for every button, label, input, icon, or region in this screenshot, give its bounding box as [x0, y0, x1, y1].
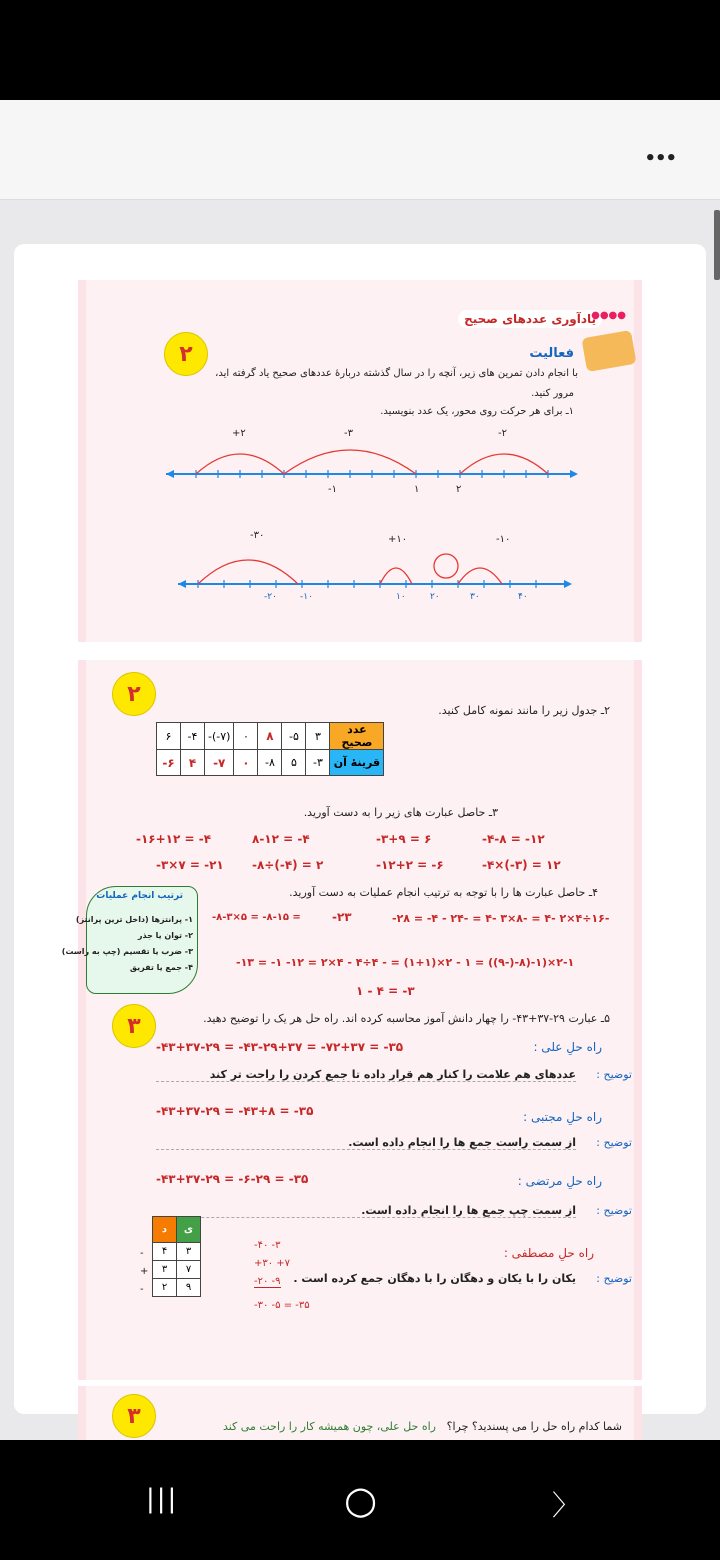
axis-arrow-right: [570, 470, 578, 478]
box-item: ۲- توان یا جذر: [137, 931, 193, 940]
work-line: -۱۳ = -۱ -۱۲ = ۲×۴ - ۴÷۴ - = (۱+۱)×۲ - ۱ = ((۹-)-۸)-۱)×۲-۱: [236, 956, 575, 969]
arc-3: [458, 568, 502, 584]
table-cell: ۹: [177, 1279, 201, 1297]
question-5: ۵ـ عبارت ۲۹-۳۷+۴۳- را چهار دانش آموز محاسبه کرده اند. راه حل هر یک را توضیح دهید.: [203, 1012, 610, 1025]
column-work: +۳۰ +۷: [254, 1258, 291, 1269]
page-number-badge: ۳: [112, 1004, 156, 1048]
axis-arrow-left: [166, 470, 174, 478]
answer-text: راه حل علی، چون همیشه کار را راحت می کند: [222, 1420, 436, 1433]
table-cell: ۳: [153, 1261, 177, 1279]
arc-label: -۳۰: [250, 530, 265, 541]
table-cell: -(-۷): [205, 723, 234, 750]
explanation-text: یکان را با یکان و دهگان را با دهگان جمع کرده است .: [293, 1272, 576, 1285]
column-work: -۴۰ -۳: [254, 1240, 281, 1251]
solution-math: -۴۳+۳۷-۲۹ = -۴۳-۲۹+۳۷ = -۷۲+۳۷ = -۳۵: [156, 1040, 404, 1054]
sign: +: [140, 1266, 149, 1277]
table-cell: -۵: [282, 723, 306, 750]
expression: -۳×۷ = -۲۱: [156, 858, 224, 872]
column-work: -۳۰ -۵ = -۳۵: [254, 1300, 310, 1311]
page-3: [78, 1386, 642, 1446]
table-cell: -۳: [306, 750, 330, 776]
tick-label: ۱: [414, 484, 420, 495]
box-item: ۱- پرانتزها (داخل ترین پرانتز): [75, 915, 193, 924]
explanation-label: توضیح :: [596, 1272, 632, 1285]
place-value-table: [152, 1216, 201, 1297]
tick-label: -۱: [328, 484, 337, 495]
question-2: ۲ـ جدول زیر را مانند نمونه کامل کنید.: [438, 704, 610, 717]
work-line: -۸-۳×۵ = -۸-۱۵ =: [212, 912, 301, 923]
table-cell: ۶: [157, 723, 181, 750]
explanation-text: عددهای هم علامت را کنار هم قرار داده تا جمع کردن را راحت تر کند: [156, 1068, 576, 1082]
table-cell: ۳: [306, 723, 330, 750]
page-number-badge: ۲: [164, 332, 208, 376]
table-cell: ۰: [234, 750, 258, 776]
work-answer: -۲۳: [332, 910, 352, 924]
page-number-badge: ۳: [112, 1394, 156, 1438]
more-options-icon[interactable]: •••: [644, 148, 676, 169]
arc-2: [380, 568, 412, 584]
table-cell: ۴: [153, 1243, 177, 1261]
tick-label: ۴۰: [518, 592, 528, 602]
explanation-text: از سمت راست جمع ها را انجام داده است.: [156, 1136, 576, 1150]
activity-label: فعالیت: [529, 346, 574, 361]
axis-arrow-left: [178, 580, 186, 588]
table-header: د: [153, 1217, 177, 1243]
arc-1: [198, 560, 298, 584]
tick-label: -۲۰: [264, 592, 277, 602]
calculator-icon: [581, 330, 636, 372]
box-title: ترتیب انجام عملیات: [96, 891, 183, 901]
recent-apps-icon[interactable]: |||: [146, 1484, 179, 1514]
solution-label: راه حلِ علی :: [533, 1040, 602, 1054]
app-toolbar: [0, 100, 720, 200]
page-1: [78, 280, 642, 642]
back-icon[interactable]: 〉: [552, 1489, 581, 1522]
sign: -: [140, 1248, 144, 1259]
navigation-bar: [0, 1440, 720, 1560]
solution-label: راه حلِ مصطفی :: [503, 1246, 594, 1260]
table-cell: -۸: [258, 750, 282, 776]
opposites-table: [156, 722, 384, 776]
question-text: شما کدام راه حل را می پسندید؟ چرا؟: [446, 1420, 622, 1433]
home-icon[interactable]: ○: [344, 1478, 378, 1522]
number-line-2: [178, 524, 578, 624]
row-header: عدد صحیح: [330, 723, 384, 750]
tick-label: ۳۰: [470, 592, 480, 602]
arc-label: -۲: [498, 428, 507, 439]
table-cell: ۷: [177, 1261, 201, 1279]
arc-label: +۲: [232, 428, 246, 439]
expression: -۱۲+۲ = -۶: [376, 858, 444, 872]
scrollbar[interactable]: [714, 210, 720, 280]
table-cell: -۶: [157, 750, 181, 776]
question-1: ۱ـ برای هر حرکت روی محور، یک عدد بنویسید.: [380, 406, 574, 417]
tick-label: -۱۰: [300, 592, 313, 602]
section-title: یادآوری عددهای صحیح: [458, 310, 602, 328]
table-cell: ۴: [181, 750, 205, 776]
number-line-1: [166, 426, 586, 536]
table-cell: ۰: [234, 723, 258, 750]
sign: -: [140, 1284, 144, 1295]
expression: -۴-۸ = -۱۲: [482, 832, 545, 846]
table-cell: ۲: [153, 1279, 177, 1297]
solution-math: -۴۳+۳۷-۲۹ = -۴۳+۸ = -۳۵: [156, 1104, 314, 1118]
arc-label: -۳: [344, 428, 353, 439]
status-bar: [0, 0, 720, 100]
tick-label: ۲۰: [430, 592, 440, 602]
explanation-text: از سمت چپ جمع ها را انجام داده است.: [156, 1204, 576, 1218]
table-header: ی: [177, 1217, 201, 1243]
explanation-label: توضیح :: [596, 1068, 632, 1081]
work-line: -۲۸ = -۴ - ۲۴- = ۴- ۳×۸- = ۴- ۲×۴÷۱۶-: [392, 912, 610, 925]
tick-label: ۱۰: [396, 592, 406, 602]
row-header: قرینهٔ آن: [330, 750, 384, 776]
work-line: ۱ - ۴ = -۳: [356, 984, 415, 998]
expression: -۳+۹ = ۶: [376, 832, 432, 846]
arc-label: -۱۰: [496, 534, 511, 545]
solution-math: -۴۳+۳۷-۲۹ = -۶-۲۹ = -۳۵: [156, 1172, 309, 1186]
table-cell: -۷: [205, 750, 234, 776]
question-3: ۳ـ حاصل عبارت های زیر را به دست آورید.: [303, 806, 498, 819]
axis-arrow-right: [564, 580, 572, 588]
solution-label: راه حلِ مرتضی :: [517, 1174, 602, 1188]
explanation-label: توضیح :: [596, 1204, 632, 1217]
intro-line-2: مرور کنید.: [531, 388, 574, 399]
page-number-badge: ۲: [112, 672, 156, 716]
explanation-label: توضیح :: [596, 1136, 632, 1149]
loop-mark: [434, 554, 458, 578]
solution-label: راه حلِ مجتبی :: [523, 1110, 602, 1124]
table-cell: ۵: [282, 750, 306, 776]
document-viewer[interactable]: [14, 244, 706, 1433]
box-item: ۴- جمع یا تفریق: [129, 963, 193, 972]
box-item: ۳- ضرب یا تقسیم (چپ به راست): [61, 947, 193, 956]
table-cell: ۸: [258, 723, 282, 750]
tick-label: ۲: [456, 484, 462, 495]
table-cell: -۴: [181, 723, 205, 750]
expression: -۸÷(-۴) = ۲: [252, 858, 324, 872]
question-4: ۴ـ حاصل عبارت ها را با توجه به ترتیب انجام عملیات به دست آورید.: [289, 886, 598, 899]
expression: -۴×(-۳) = ۱۲: [482, 858, 561, 872]
column-work: -۲۰ -۹: [254, 1276, 281, 1287]
expression: -۱۶+۱۲ = -۴: [136, 832, 212, 846]
page-2: [61, 660, 642, 1380]
intro-line-1: با انجام دادن تمرین های زیر، آنچه را در سال گذشته دربارهٔ عددهای صحیح یاد گرفته اید،: [215, 368, 578, 379]
order-of-operations-box: [61, 886, 198, 994]
arc-label: +۱۰: [388, 534, 408, 545]
expression: ۸-۱۲ = -۴: [252, 832, 310, 846]
table-cell: ۳: [177, 1243, 201, 1261]
dots-icon: ●●●●: [591, 310, 626, 321]
